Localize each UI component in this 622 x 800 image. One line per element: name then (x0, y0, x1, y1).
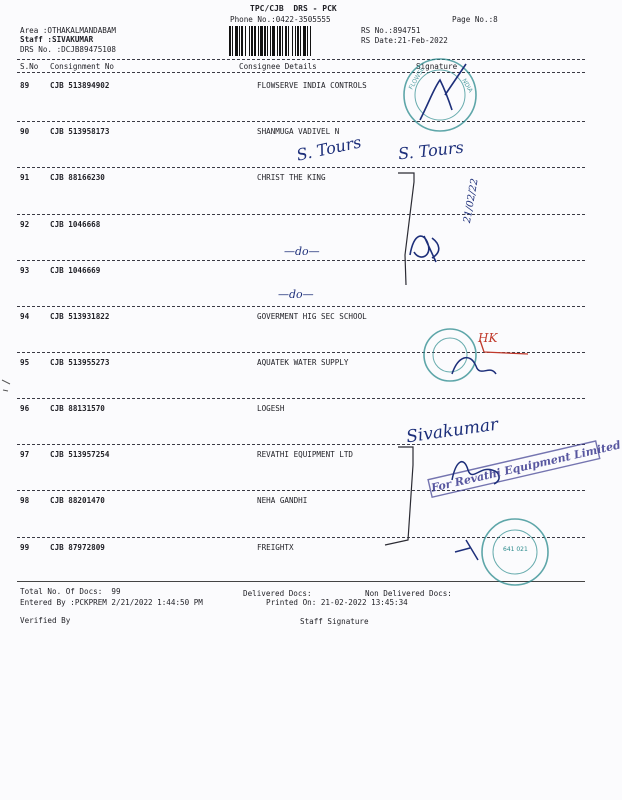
row-sno: 96 (20, 404, 30, 413)
row-consignment-no: CJB 88201470 (50, 496, 105, 505)
flowserve-stamp (404, 59, 476, 131)
col-consignment: Consignment No (50, 62, 115, 71)
row-sno: 98 (20, 496, 30, 505)
row-consignee: CHRIST THE KING (257, 173, 326, 182)
col-consignee-details: Consignee Details (239, 62, 317, 71)
row-consignee: NEHA GANDHI (257, 496, 308, 505)
row-sno: 94 (20, 312, 30, 321)
edge-mark (2, 380, 10, 391)
rs-number: RS No.:894751 (361, 26, 421, 35)
total-docs: Total No. Of Docs: 99 (20, 587, 121, 596)
handwriting-sivakumar: Sivakumar (405, 414, 500, 448)
row-sno: 93 (20, 266, 30, 275)
row-consignee: FREIGHTX (257, 543, 294, 552)
col-sno: S.No (20, 62, 39, 71)
svg-text:FLOWSE: FLOWSE (407, 65, 427, 91)
bracket-rows-97-98 (385, 447, 413, 545)
handwriting-mark-row-93: —do— (278, 288, 314, 301)
row-consignment-no: CJB 1046669 (50, 266, 101, 275)
row-consignee: SHANMUGA VADIVEL N (257, 127, 340, 136)
row-sno: 90 (20, 127, 30, 136)
handwriting-date-note: 21/02/22 (462, 177, 481, 224)
row-consignment-no: CJB 1046668 (50, 220, 101, 229)
rs-date: RS Date:21-Feb-2022 (361, 36, 448, 45)
svg-text:NDIA: NDIA (460, 77, 474, 94)
row-sno: 89 (20, 81, 30, 90)
handwriting-mark-row-92: —do— (284, 245, 320, 258)
signature-row-99 (455, 540, 478, 560)
row-consignment-no: CJB 513894902 (50, 81, 110, 90)
row-consignee: LOGESH (257, 404, 285, 413)
row-consignee: REVATHI EQUIPMENT LTD (257, 450, 354, 459)
row-sno: 97 (20, 450, 30, 459)
row-consignee: FLOWSERVE INDIA CONTROLS (257, 81, 367, 90)
signature-row-92 (410, 236, 439, 262)
col-signature: Signature (416, 62, 458, 71)
phone-number: Phone No.:0422-3505555 (230, 15, 331, 24)
row-consignment-no: CJB 88131570 (50, 404, 105, 413)
drs-number: DRS No. :DCJB89475108 (20, 45, 117, 54)
document-title: TPC/CJB DRS - PCK (250, 4, 337, 13)
row-consignment-no: CJB 87972809 (50, 543, 105, 552)
aquatek-stamp (424, 329, 476, 381)
handwriting-hk: HK (478, 331, 498, 345)
page-number: Page No.:8 (452, 15, 498, 24)
non-delivered-docs: Non Delivered Docs: (365, 589, 452, 598)
entered-by: Entered By :PCKPREM 2/21/2022 1:44:50 PM (20, 598, 203, 607)
staff-field: Staff :SIVAKUMAR (20, 35, 94, 44)
row-sno: 99 (20, 543, 30, 552)
bracket-rows-91-93 (398, 173, 414, 285)
row-sno: 91 (20, 173, 30, 182)
handwriting-s-tours-2: S. Tours (397, 137, 465, 164)
row-sno: 95 (20, 358, 30, 367)
handwriting-s-tours-1: S. Tours (294, 132, 364, 165)
row-consignee: AQUATEK WATER SUPPLY (257, 358, 349, 367)
row-sno: 92 (20, 220, 30, 229)
row-consignee: GOVERMENT HIG SEC SCHOOL (257, 312, 367, 321)
revathi-stamp-text: For Revathi Equipment Limited (430, 438, 622, 495)
verified-by-label: Verified By (20, 616, 71, 625)
printed-on: Printed On: 21-02-2022 13:45:34 (266, 598, 408, 607)
row-consignment-no: CJB 513957254 (50, 450, 110, 459)
row-consignment-no: CJB 513931822 (50, 312, 110, 321)
row-consignment-no: CJB 513958173 (50, 127, 110, 136)
row-consignment-no: CJB 513955273 (50, 358, 110, 367)
staff-signature-label: Staff Signature (300, 617, 369, 626)
area-field: Area :OTHAKALMANDABAM (20, 26, 117, 35)
delivered-docs: Delivered Docs: (243, 589, 312, 598)
freightx-stamp-pincode: 641 021 (503, 546, 528, 553)
row-consignment-no: CJB 88166230 (50, 173, 105, 182)
